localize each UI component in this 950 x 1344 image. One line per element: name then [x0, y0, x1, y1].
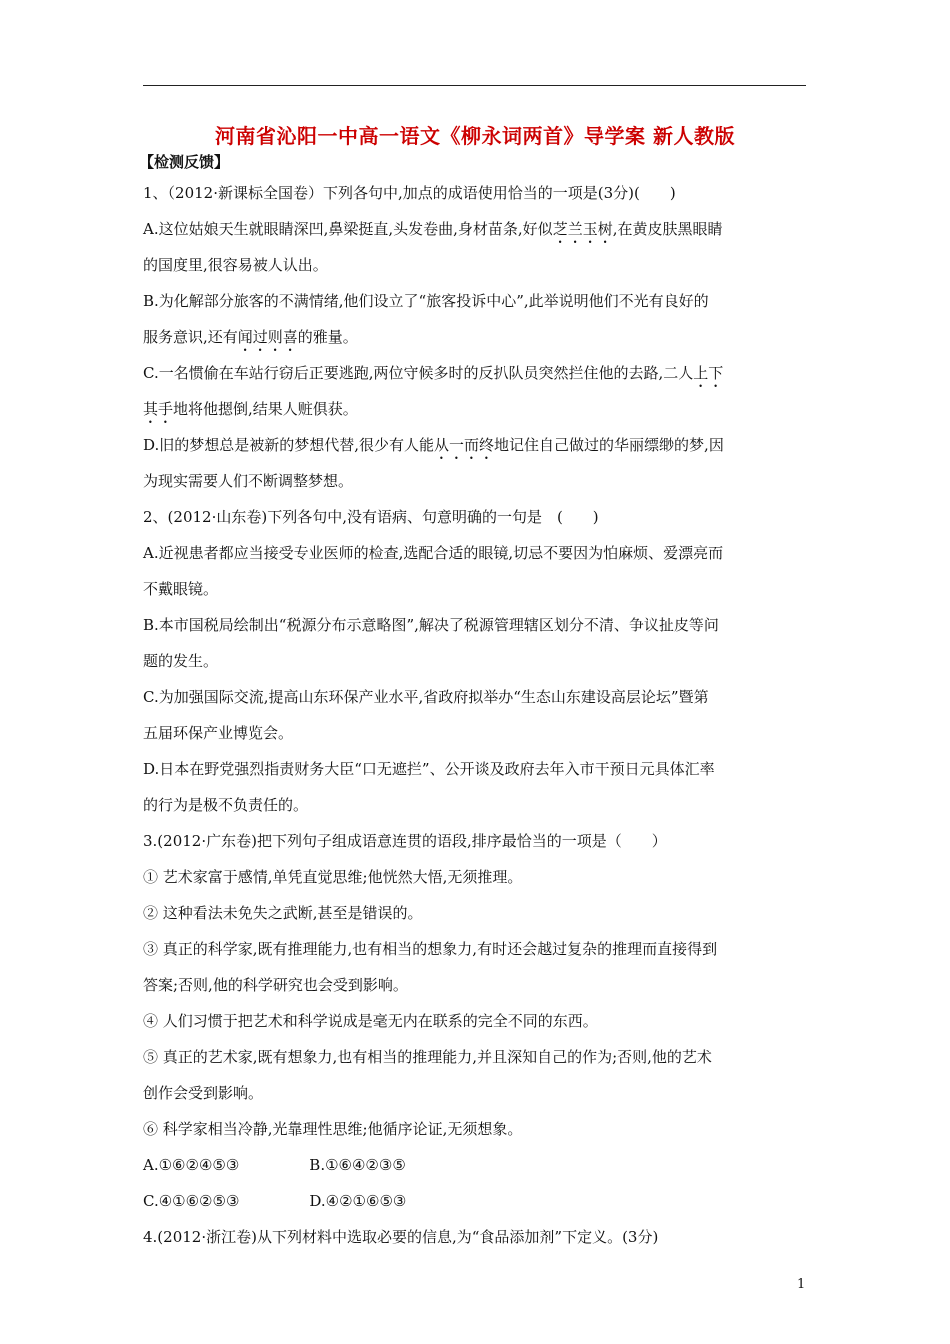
question-3-sentence-5-cont: 创作会受到影响。 [143, 1084, 264, 1102]
question-2-option-a: A.近视患者都应当接受专业医师的检查,选配合适的眼镜,切忌不要因为怕麻烦、爱漂亮而 [143, 544, 724, 562]
question-1-option-c-cont: 其手地将他摁倒,结果人赃俱获。 [143, 400, 358, 418]
document-body [139, 150, 808, 1255]
question-2-option-a-cont: 不戴眼镜。 [143, 580, 219, 598]
emphasized-idiom: 闻过则喜 [237, 328, 298, 346]
question-1-option-b-cont: 服务意识,还有闻过则喜的雅量。 [143, 328, 358, 346]
question-2-option-d-cont: 的行为是极不负责任的。 [143, 796, 309, 814]
question-2-option-c: C.为加强国际交流,提高山东环保产业水平,省政府拟举办“生态山东建设高层论坛”暨第 [143, 688, 709, 706]
question-3-options-cd [143, 1183, 808, 1219]
page-number: 1 [797, 1277, 806, 1292]
question-3-sentence-3-cont: 答案;否则,他的科学研究也会受到影响。 [143, 976, 408, 994]
emphasized-idiom: 上下 [693, 364, 724, 382]
option-b: B.①⑥④②③⑤ [309, 1156, 406, 1174]
question-1-option-c: C.一名惯偷在车站行窃后正要逃跑,两位守候多时的反扒队员突然拦住他的去路,二人上下 [143, 364, 724, 382]
question-2-option-b-cont: 题的发生。 [143, 652, 219, 670]
question-2-option-d: D.日本在野党强烈指责财务大臣“口无遮拦”、公开谈及政府去年入市干预日元具体汇率 [143, 760, 715, 778]
question-4-stem: 4.(2012·浙江卷)从下列材料中选取必要的信息,为“食品添加剂”下定义。(3分) [143, 1228, 659, 1246]
question-3-sentence-4: ④ 人们习惯于把艺术和科学说成是毫无内在联系的完全不同的东西。 [143, 1012, 598, 1030]
section-heading: 【检测反馈】 [139, 153, 230, 171]
question-1-stem: 1、（2012·新课标全国卷）下列各句中,加点的成语使用恰当的一项是(3分)( ) [143, 184, 676, 202]
question-3-sentence-3: ③ 真正的科学家,既有推理能力,也有相当的想象力,有时还会越过复杂的推理而直接得到 [143, 940, 718, 958]
header-rule [143, 85, 806, 86]
question-2-stem: 2、(2012·山东卷)下列各句中,没有语病、句意明确的一句是 ( ) [143, 508, 599, 526]
question-3-options-ab [143, 1147, 808, 1183]
question-3-sentence-1: ① 艺术家富于感情,单凭直觉思维;他恍然大悟,无须推理。 [143, 868, 523, 886]
question-3-stem: 3.(2012·广东卷)把下列句子组成语意连贯的语段,排序最恰当的一项是（ ） [143, 832, 667, 850]
option-c: C.④①⑥②⑤③ [143, 1192, 240, 1210]
question-3-sentence-2: ② 这种看法未免失之武断,甚至是错误的。 [143, 904, 423, 922]
emphasized-idiom: 芝兰玉树 [552, 220, 613, 238]
emphasized-idiom: 其手 [143, 400, 174, 418]
question-1-option-d-cont: 为现实需要人们不断调整梦想。 [143, 472, 354, 490]
option-d: D.④②①⑥⑤③ [309, 1192, 407, 1210]
option-a: A.①⑥②④⑤③ [143, 1156, 240, 1174]
question-2-option-b: B.本市国税局绘制出“税源分布示意略图”,解决了税源管理辖区划分不清、争议扯皮等问 [143, 616, 719, 634]
question-3-sentence-5: ⑤ 真正的艺术家,既有想象力,也有相当的推理能力,并且深知自己的作为;否则,他的艺术 [143, 1048, 712, 1066]
question-1-option-a-cont: 的国度里,很容易被人认出。 [143, 256, 328, 274]
question-1-option-b: B.为化解部分旅客的不满情绪,他们设立了“旅客投诉中心”,此举说明他们不光有良好的 [143, 292, 709, 310]
question-1-option-d: D.旧的梦想总是被新的梦想代替,很少有人能从一而终地记住自己做过的华丽缥缈的梦,因 [143, 436, 724, 454]
emphasized-idiom: 从一而终 [434, 436, 495, 454]
question-2-option-c-cont: 五届环保产业博览会。 [143, 724, 294, 742]
document-title: 河南省沁阳一中高一语文《柳永词两首》导学案 新人教版 [215, 124, 735, 148]
question-1-option-a: A.这位姑娘天生就眼睛深凹,鼻梁挺直,头发卷曲,身材苗条,好似芝兰玉树,在黄皮肤黑眼睛 [143, 220, 723, 238]
question-3-sentence-6: ⑥ 科学家相当冷静,光靠理性思维;他循序论证,无须想象。 [143, 1120, 523, 1138]
